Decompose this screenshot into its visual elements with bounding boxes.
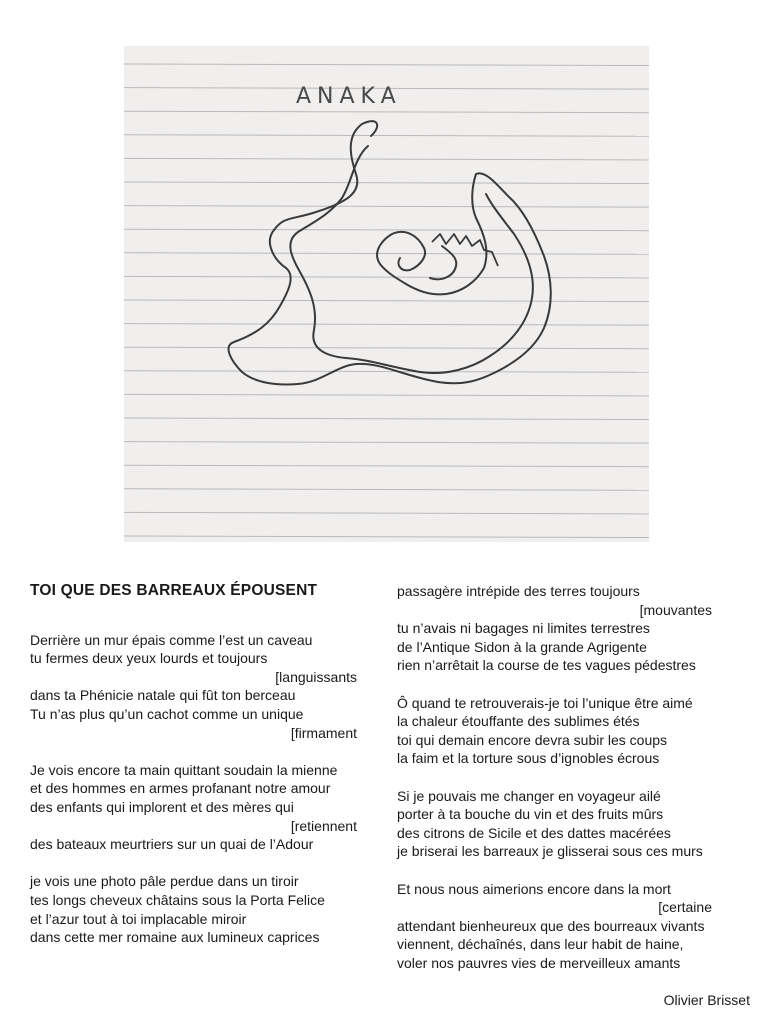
- poem-line: viennent, déchaînés, dans leur habit de haine,: [397, 936, 684, 953]
- stanza: [397, 694, 752, 768]
- poem-line: et l’azur tout à toi implacable miroir: [30, 910, 247, 927]
- poem-line: Je vois encore ta main quittant soudain la mienne: [30, 761, 338, 778]
- poem-line: dans cette mer romaine aux lumineux caprices: [30, 929, 320, 946]
- poem-line: de l’Antique Sidon à la grande Agrigente: [397, 638, 647, 655]
- poem-left-column: [30, 582, 375, 965]
- ruled-line: [124, 536, 649, 538]
- poem-line: toi qui demain encore devra subir les coups: [397, 731, 668, 748]
- ruled-line: [124, 276, 649, 278]
- ruled-line: [124, 394, 649, 396]
- ruled-line: [124, 64, 649, 66]
- poem-right-column: [397, 582, 752, 1010]
- poem-line: Ô quand te retrouverais-je toi l’unique être aimé: [397, 694, 693, 711]
- poem-line-continuation: [mouvantes: [639, 601, 712, 618]
- stanza: [397, 880, 752, 973]
- stanza: [30, 872, 375, 946]
- ruled-line: [124, 512, 649, 514]
- poem-line: rien n’arrêtait la course de tes vagues pédestres: [397, 657, 696, 674]
- ruled-line: [124, 135, 649, 137]
- poem-line: je vois une photo pâle perdue dans un tiroir: [30, 873, 299, 890]
- ruled-line: [124, 253, 649, 255]
- poem-line: attendant bienheureux que des bourreaux vivants: [397, 917, 705, 934]
- ruled-line: [124, 158, 649, 160]
- ruled-line: [124, 371, 649, 373]
- right-stanzas: [397, 582, 752, 972]
- ruled-line: [124, 229, 649, 231]
- poem-line: Si je pouvais me changer en voyageur ailé: [397, 787, 661, 804]
- author-signature: Olivier Brisset: [663, 992, 750, 1009]
- poem-line-continuation: [firmament: [290, 724, 357, 741]
- poem-line: des citrons de Sicile et des dattes macérées: [397, 824, 671, 841]
- jagged-edge: [432, 234, 498, 266]
- poem-line: et des hommes en armes profanant notre amour: [30, 780, 331, 797]
- poem-line: je briserai les barreaux je glisserai sous ces murs: [397, 843, 703, 860]
- poem-line-continuation: [languissants: [275, 668, 357, 685]
- poem-line: Et nous nous aimerions encore dans la mort: [397, 880, 671, 897]
- poem-line: dans ta Phénicie natale qui fût ton berceau: [30, 687, 296, 704]
- stanza: [397, 582, 752, 675]
- poem-line: la faim et la torture sous d’ignobles écrous: [397, 750, 660, 767]
- spiral-outer-loop: [290, 146, 533, 373]
- ruled-line: [124, 300, 649, 302]
- poem-line: la chaleur étouffante des sublimes étés: [397, 713, 640, 730]
- notebook-drawing-photo: [124, 46, 649, 542]
- poem-line: Derrière un mur épais comme l’est un caveau: [30, 631, 313, 648]
- ruled-line: [124, 182, 649, 184]
- ruled-line: [124, 489, 649, 491]
- poem-line-continuation: [retiennent: [290, 817, 357, 834]
- poem-line: voler nos pauvres vies de merveilleux amants: [397, 954, 681, 971]
- ruled-lines: [124, 64, 649, 538]
- poem-line: Tu n’as plus qu’un cachot comme un unique: [30, 705, 304, 722]
- ruled-line: [124, 442, 649, 444]
- notebook-paper: [124, 46, 649, 542]
- poem-line-continuation: [certaine: [658, 899, 712, 916]
- poem-line: des enfants qui implorent et des mères qui: [30, 798, 294, 815]
- ruled-line: [124, 418, 649, 420]
- poem-line: passagère intrépide des terres toujours: [397, 583, 640, 599]
- ruled-line: [124, 465, 649, 467]
- poem-line: porter à ta bouche du vin et des fruits mûrs: [397, 806, 664, 823]
- poem-line: des bateaux meurtriers sur un quai de l’Adour: [30, 836, 314, 853]
- poem-line: tu n’avais ni bagages ni limites terrestres: [397, 620, 650, 637]
- left-stanzas: [30, 631, 375, 947]
- stanza: [30, 631, 375, 743]
- ruled-line: [124, 347, 649, 349]
- poem-title: TOI QUE DES BARREAUX ÉPOUSENT: [30, 582, 318, 599]
- ruled-line: [124, 206, 649, 208]
- ruled-line: [124, 111, 649, 113]
- poem-line: tu fermes deux yeux lourds et toujours: [30, 650, 268, 667]
- stanza: [30, 761, 375, 854]
- stanza: [397, 787, 752, 861]
- poem-line: tes longs cheveux châtains sous la Porta Felice: [30, 891, 325, 908]
- ruled-line: [124, 324, 649, 326]
- sketch-label: ANAKA: [296, 84, 402, 109]
